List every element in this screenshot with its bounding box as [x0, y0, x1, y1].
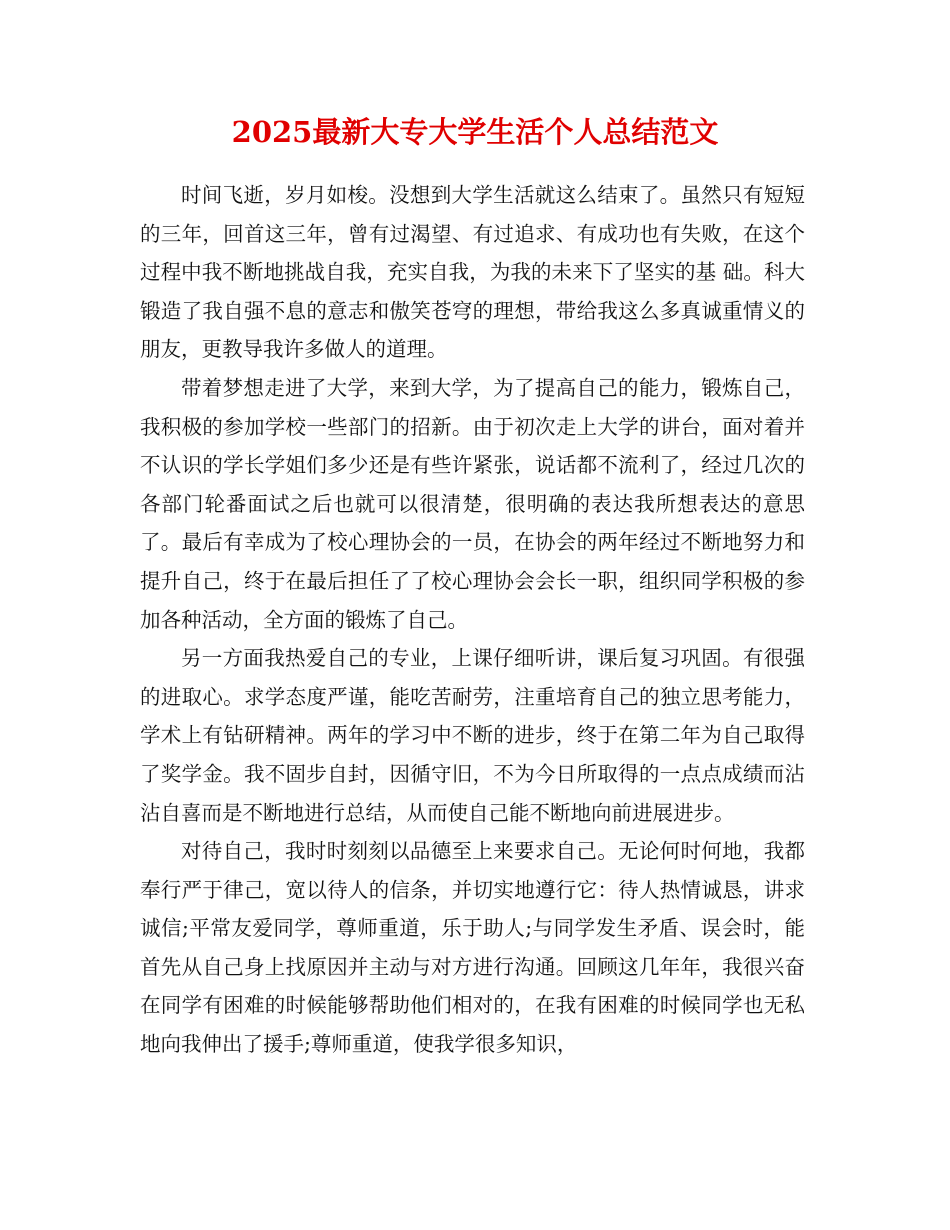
paragraph-1: 时间飞逝，岁月如梭。没想到大学生活就这么结束了。虽然只有短短的三年，回首这三年，曾有过渴望、有过追求、有成功也有失败，在这个过程中我不断地挑战自我，充实自我，为我的未来下了坚实的基 础。科大锻造了我自强不息的意志和傲笑苍穹的理想，带给我这么多真诚重情义的朋友，更教导我许多做人的道理。 — [140, 183, 805, 362]
paragraph-3: 另一方面我热爱自己的专业，上课仔细听讲，课后复习巩固。有很强的进取心。求学态度严谨，能吃苦耐劳，注重培育自己的独立思考能力，学术上有钻研精神。两年的学习中不断的进步，终于在第二年为自己取得了奖学金。我不固步自封，因循守旧，不为今日所取得的一点点成绩而沾沾自喜而是不断地进行总结，从而使自己能不断地向前进展进步。 — [140, 646, 805, 825]
paragraph-4: 对待自己，我时时刻刻以品德至上来要求自己。无论何时何地，我都奉行严于律己，宽以待人的信条，并切实地遵行它：待人热情诚恳，讲求诚信;平常友爱同学，尊师重道，乐于助人;与同学发生矛盾、误会时，能首先从自己身上找原因并主动与对方进行沟通。回顾这几年年，我很兴奋在同学有困难的时候能够帮助他们相对的，在我有困难的时候同学也无私地向我伸出了援手;尊师重道，使我学很多知识， — [140, 839, 805, 1057]
document-body — [140, 176, 805, 1064]
paragraph-2: 带着梦想走进了大学，来到大学，为了提高自己的能力，锻炼自己，我积极的参加学校一些部门的招新。由于初次走上大学的讲台，面对着并不认识的学长学姐们多少还是有些许紧张，说话都不流利了，经过几次的各部门轮番面试之后也就可以很清楚，很明确的表达我所想表达的意思了。最后有幸成为了校心理协会的一员，在协会的两年经过不断地努力和提升自己，终于在最后担任了了校心理协会会长一职，组织同学积极的参加各种活动，全方面的锻炼了自己。 — [140, 375, 805, 632]
document-title: 2025最新大专大学生活个人总结范文 — [231, 115, 719, 149]
